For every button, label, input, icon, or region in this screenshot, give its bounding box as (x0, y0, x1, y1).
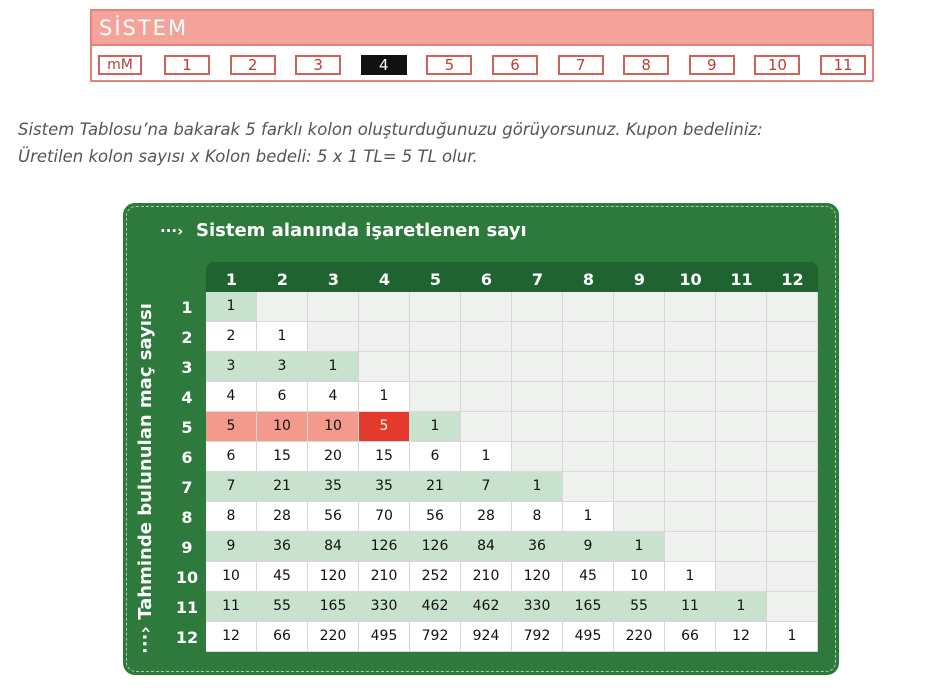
table-cell: 12 (716, 622, 767, 652)
table-cell: 66 (257, 622, 308, 652)
empty-cell (767, 322, 818, 352)
table-cell: 462 (461, 592, 512, 622)
empty-cell (665, 412, 716, 442)
table-cell: 210 (359, 562, 410, 592)
row-number: 12 (175, 628, 199, 647)
empty-cell (461, 322, 512, 352)
empty-cell (410, 382, 461, 412)
table-cell: 9 (206, 532, 257, 562)
empty-cell (665, 442, 716, 472)
table-cell: 220 (614, 622, 665, 652)
empty-cell (665, 502, 716, 532)
empty-cell (767, 532, 818, 562)
sistem-panel (90, 9, 874, 82)
table-cell: 4 (206, 382, 257, 412)
table-cell: 1 (716, 592, 767, 622)
empty-cell (410, 292, 461, 322)
table-cell: 1 (206, 292, 257, 322)
empty-cell (359, 322, 410, 352)
empty-cell (512, 412, 563, 442)
table-cell: 792 (410, 622, 461, 652)
table-cell: 1 (257, 322, 308, 352)
caption-line-2: Üretilen kolon sayısı x Kolon bedeli: 5 x 1 TL= 5 TL olur. (18, 147, 478, 166)
sistem-option-3[interactable]: 3 (295, 55, 341, 75)
empty-cell (614, 412, 665, 442)
empty-cell (563, 412, 614, 442)
table-cell: 10 (614, 562, 665, 592)
table-cell: 7 (206, 472, 257, 502)
table-cell: 1 (512, 472, 563, 502)
table-cell: 1 (410, 412, 461, 442)
dotted-arrow-icon: ···› (135, 619, 156, 654)
empty-cell (563, 382, 614, 412)
table-cell: 7 (461, 472, 512, 502)
empty-cell (767, 502, 818, 532)
table-cell: 28 (461, 502, 512, 532)
table-cell: 5 (206, 412, 257, 442)
table-cell: 1 (614, 532, 665, 562)
table-cell: 66 (665, 622, 716, 652)
empty-cell (716, 472, 767, 502)
row-number: 1 (181, 298, 193, 317)
empty-cell (716, 352, 767, 382)
table-cell: 10 (257, 412, 308, 442)
column-number: 7 (531, 270, 544, 289)
table-cell: 3 (257, 352, 308, 382)
table-cell: 252 (410, 562, 461, 592)
row-number: 8 (181, 508, 193, 527)
row-number: 5 (181, 418, 193, 437)
empty-cell (614, 472, 665, 502)
empty-cell (767, 562, 818, 592)
empty-cell (614, 322, 665, 352)
empty-cell (410, 322, 461, 352)
row-axis-label-wrap (131, 296, 161, 654)
empty-cell (665, 382, 716, 412)
empty-cell (512, 352, 563, 382)
empty-cell (767, 412, 818, 442)
column-number: 1 (225, 270, 238, 289)
column-number: 8 (582, 270, 595, 289)
table-cell: 36 (512, 532, 563, 562)
row-number: 2 (181, 328, 193, 347)
caption (18, 116, 878, 170)
table-cell: 1 (767, 622, 818, 652)
table-cell: 70 (359, 502, 410, 532)
empty-cell (512, 382, 563, 412)
column-number: 4 (378, 270, 391, 289)
table-cell: 330 (512, 592, 563, 622)
table-cell: 792 (512, 622, 563, 652)
empty-cell (716, 322, 767, 352)
table-cell: 4 (308, 382, 359, 412)
table-cell: 56 (308, 502, 359, 532)
table-cell: 9 (563, 532, 614, 562)
column-number: 10 (679, 270, 702, 289)
table-cell: 15 (257, 442, 308, 472)
table-cell: 10 (308, 412, 359, 442)
empty-cell (512, 292, 563, 322)
table-cell: 3 (206, 352, 257, 382)
table-cell: 330 (359, 592, 410, 622)
empty-cell (512, 322, 563, 352)
table-cell: 45 (563, 562, 614, 592)
table-cell: 55 (614, 592, 665, 622)
sistem-option-11[interactable]: 11 (820, 55, 866, 75)
empty-cell (716, 502, 767, 532)
dotted-arrow-icon: ···› (160, 222, 184, 240)
table-cell: 56 (410, 502, 461, 532)
table-cell: 8 (206, 502, 257, 532)
row-number: 3 (181, 358, 193, 377)
empty-cell (767, 352, 818, 382)
empty-cell (563, 352, 614, 382)
table-cell: 1 (461, 442, 512, 472)
table-cell: 495 (359, 622, 410, 652)
table-cell: 11 (665, 592, 716, 622)
empty-cell (665, 292, 716, 322)
empty-cell (665, 322, 716, 352)
column-number: 3 (327, 270, 340, 289)
table-cell: 6 (410, 442, 461, 472)
column-axis-label: Sistem alanında işaretlenen sayı (196, 220, 527, 241)
sistem-option-2[interactable]: 2 (230, 55, 276, 75)
empty-cell (614, 502, 665, 532)
empty-cell (614, 292, 665, 322)
sistem-title: SİSTEM (99, 16, 189, 40)
empty-cell (665, 532, 716, 562)
empty-cell (716, 292, 767, 322)
table-cell: 10 (206, 562, 257, 592)
empty-cell (563, 322, 614, 352)
empty-cell (767, 592, 818, 622)
table-cell: 35 (359, 472, 410, 502)
empty-cell (716, 412, 767, 442)
empty-cell (716, 382, 767, 412)
row-number: 11 (175, 598, 199, 617)
column-number: 9 (633, 270, 646, 289)
table-cell: 924 (461, 622, 512, 652)
sistem-option-4[interactable]: 4 (361, 55, 407, 75)
empty-cell (767, 442, 818, 472)
column-number: 11 (730, 270, 753, 289)
table-cell: 21 (257, 472, 308, 502)
table-cell: 1 (359, 382, 410, 412)
table-cell: 1 (308, 352, 359, 382)
empty-cell (563, 472, 614, 502)
table-cell: 8 (512, 502, 563, 532)
sistem-option-7[interactable]: 7 (558, 55, 604, 75)
table-cell: 15 (359, 442, 410, 472)
sistem-option-6[interactable]: 6 (492, 55, 538, 75)
table-cell: 462 (410, 592, 461, 622)
table-cell: 495 (563, 622, 614, 652)
empty-cell (512, 442, 563, 472)
table-cell: 210 (461, 562, 512, 592)
caption-line-1: Sistem Tablosu’na bakarak 5 farklı kolon oluşturduğunuzu görüyorsunuz. Kupon bedeliniz: (18, 120, 763, 139)
table-cell: 165 (563, 592, 614, 622)
row-number: 4 (181, 388, 193, 407)
empty-cell (308, 322, 359, 352)
empty-cell (716, 532, 767, 562)
row-axis-label-text: Tahminde bulunulan maç sayısı (135, 303, 156, 620)
column-number: 12 (781, 270, 804, 289)
empty-cell (308, 292, 359, 322)
table-cell: 6 (206, 442, 257, 472)
table-cell: 28 (257, 502, 308, 532)
empty-cell (614, 382, 665, 412)
table-cell: 20 (308, 442, 359, 472)
empty-cell (767, 292, 818, 322)
empty-cell (614, 442, 665, 472)
empty-cell (716, 442, 767, 472)
table-cell: 11 (206, 592, 257, 622)
empty-cell (461, 382, 512, 412)
table-cell: 55 (257, 592, 308, 622)
table-cell: 1 (665, 562, 716, 592)
table-cell: 45 (257, 562, 308, 592)
column-number: 6 (480, 270, 493, 289)
sistem-option-1[interactable]: 1 (164, 55, 210, 75)
sistem-header (92, 11, 872, 46)
table-cell: 36 (257, 532, 308, 562)
empty-cell (461, 352, 512, 382)
table-cell: 126 (359, 532, 410, 562)
sistem-option-5[interactable]: 5 (426, 55, 472, 75)
table-cell: 35 (308, 472, 359, 502)
row-number: 10 (175, 568, 199, 587)
table-cell: 126 (410, 532, 461, 562)
empty-cell (665, 352, 716, 382)
table-cell: 120 (308, 562, 359, 592)
empty-cell (461, 292, 512, 322)
empty-cell (359, 352, 410, 382)
empty-cell (563, 442, 614, 472)
table-cell: 5 (359, 412, 410, 442)
column-number: 2 (276, 270, 289, 289)
table-cell: 2 (206, 322, 257, 352)
table-cell: 1 (563, 502, 614, 532)
empty-cell (359, 292, 410, 322)
table-cell: 84 (461, 532, 512, 562)
empty-cell (767, 382, 818, 412)
table-cell: 84 (308, 532, 359, 562)
column-number: 5 (429, 270, 442, 289)
table-cell: 6 (257, 382, 308, 412)
table-cell: 12 (206, 622, 257, 652)
empty-cell (767, 472, 818, 502)
system-table (206, 292, 818, 651)
empty-cell (461, 412, 512, 442)
empty-cell (614, 352, 665, 382)
row-number: 9 (181, 538, 193, 557)
row-axis-label (131, 296, 161, 654)
table-cell: 120 (512, 562, 563, 592)
mm-label: mM (98, 55, 142, 75)
empty-cell (563, 292, 614, 322)
sistem-option-10[interactable]: 10 (754, 55, 800, 75)
row-number: 6 (181, 448, 193, 467)
empty-cell (257, 292, 308, 322)
row-number: 7 (181, 478, 193, 497)
table-cell: 21 (410, 472, 461, 502)
sistem-option-9[interactable]: 9 (689, 55, 735, 75)
empty-cell (716, 562, 767, 592)
empty-cell (665, 472, 716, 502)
sistem-option-8[interactable]: 8 (623, 55, 669, 75)
empty-cell (410, 352, 461, 382)
table-cell: 165 (308, 592, 359, 622)
table-cell: 220 (308, 622, 359, 652)
